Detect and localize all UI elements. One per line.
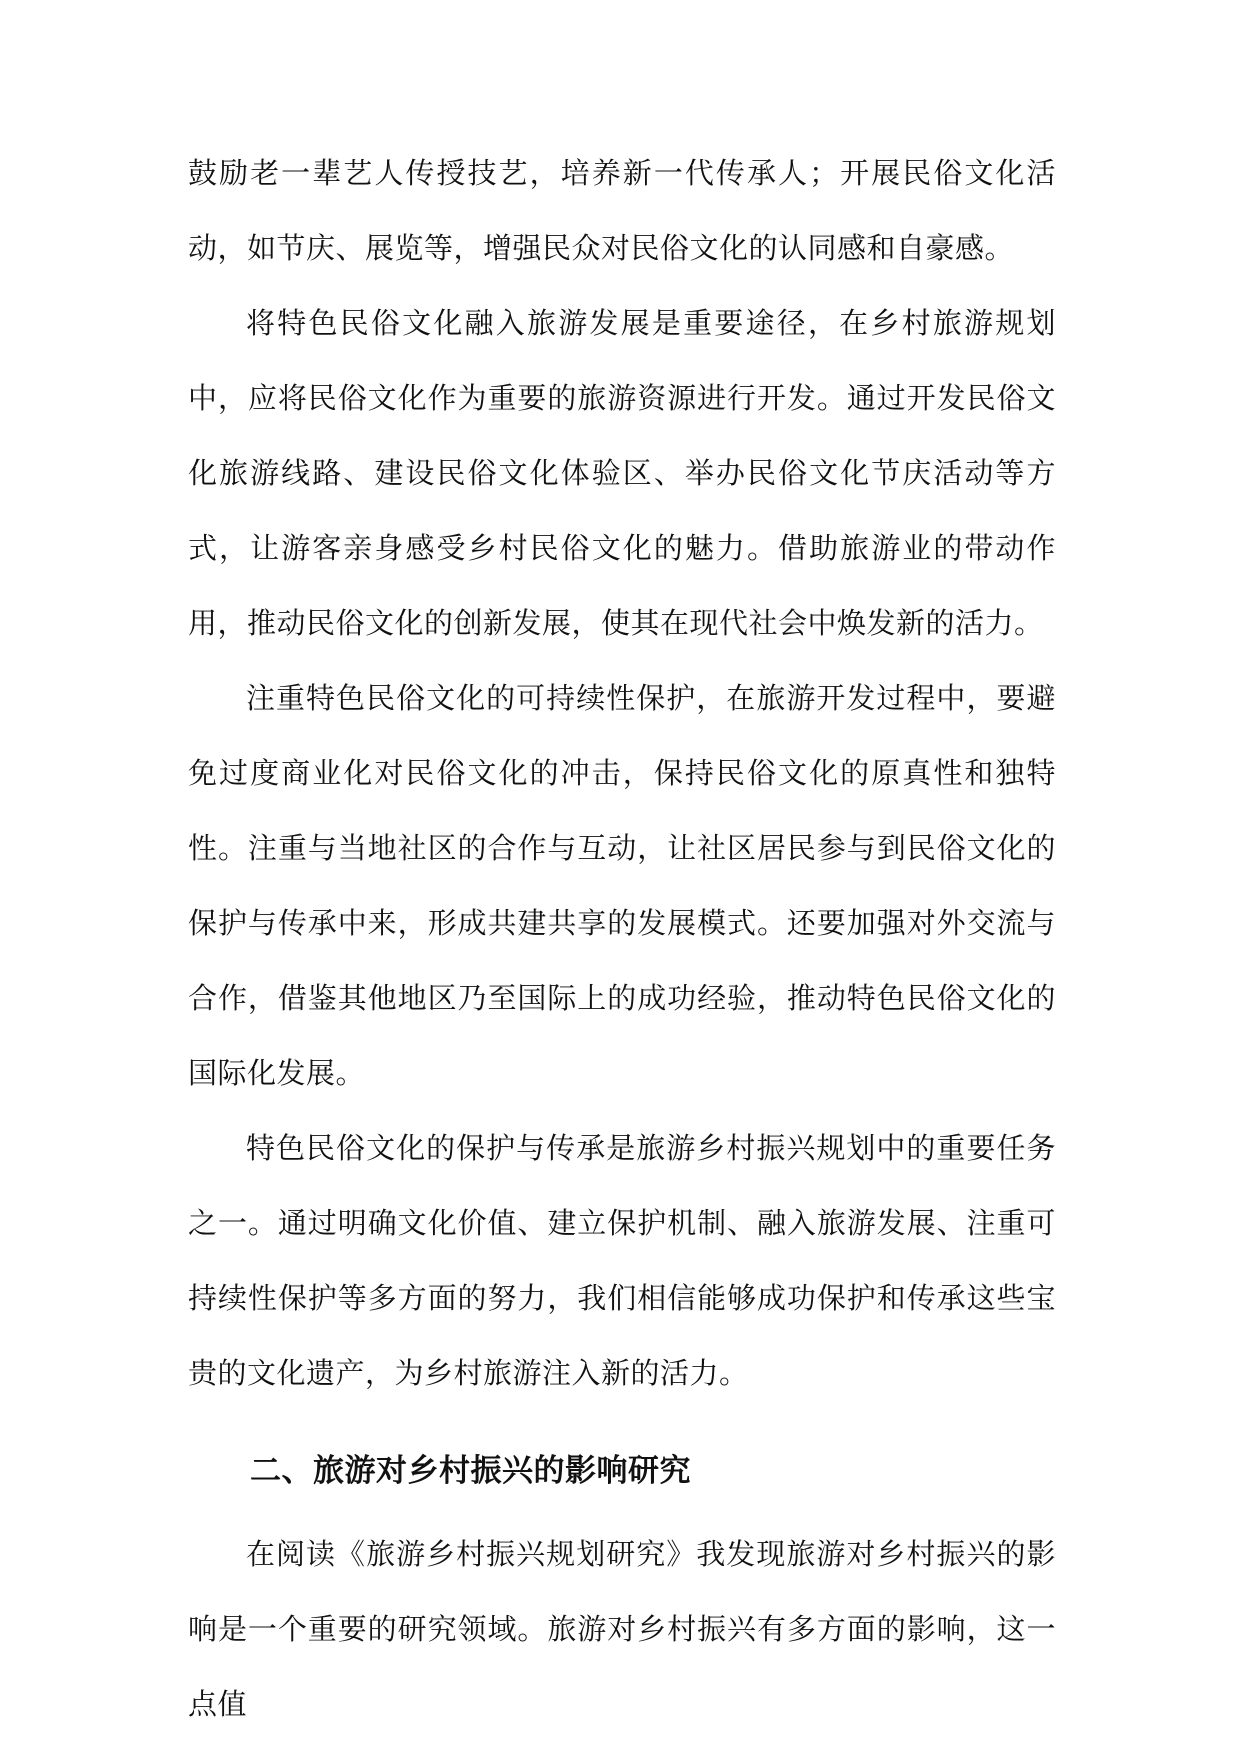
paragraph-section-intro: 在阅读《旅游乡村振兴规划研究》我发现旅游对乡村振兴的影响是一个重要的研究领域。旅游对乡村振兴有多方面的影响，这一点值 [188, 1537, 1056, 1721]
paragraph-tourism-integration: 将特色民俗文化融入旅游发展是重要途径，在乡村旅游规划中，应将民俗文化作为重要的旅游资源进行开发。通过开发民俗文化旅游线路、建设民俗文化体验区、举办民俗文化节庆活动等方式，让游客亲身感受乡村民俗文化的魅力。借助旅游业的带动作用，推动民俗文化的创新发展，使其在现代社会中焕发新的活力。 [188, 306, 1056, 640]
section-heading: 二、旅游对乡村振兴的影响研究 [250, 1453, 691, 1489]
paragraph-continued: 鼓励老一辈艺人传授技艺，培养新一代传承人；开展民俗文化活动，如节庆、展览等，增强民众对民俗文化的认同感和自豪感。 [188, 156, 1056, 265]
paragraph-conclusion: 特色民俗文化的保护与传承是旅游乡村振兴规划中的重要任务之一。通过明确文化价值、建立保护机制、融入旅游发展、注重可持续性保护等多方面的努力，我们相信能够成功保护和传承这些宝贵的文化遗产，为乡村旅游注入新的活力。 [188, 1131, 1056, 1390]
document-body [188, 136, 1056, 1742]
paragraph-sustainable-protection: 注重特色民俗文化的可持续性保护，在旅游开发过程中，要避免过度商业化对民俗文化的冲击，保持民俗文化的原真性和独特性。注重与当地社区的合作与互动，让社区居民参与到民俗文化的保护与传承中来，形成共建共享的发展模式。还要加强对外交流与合作，借鉴其他地区乃至国际上的成功经验，推动特色民俗文化的国际化发展。 [188, 681, 1056, 1090]
